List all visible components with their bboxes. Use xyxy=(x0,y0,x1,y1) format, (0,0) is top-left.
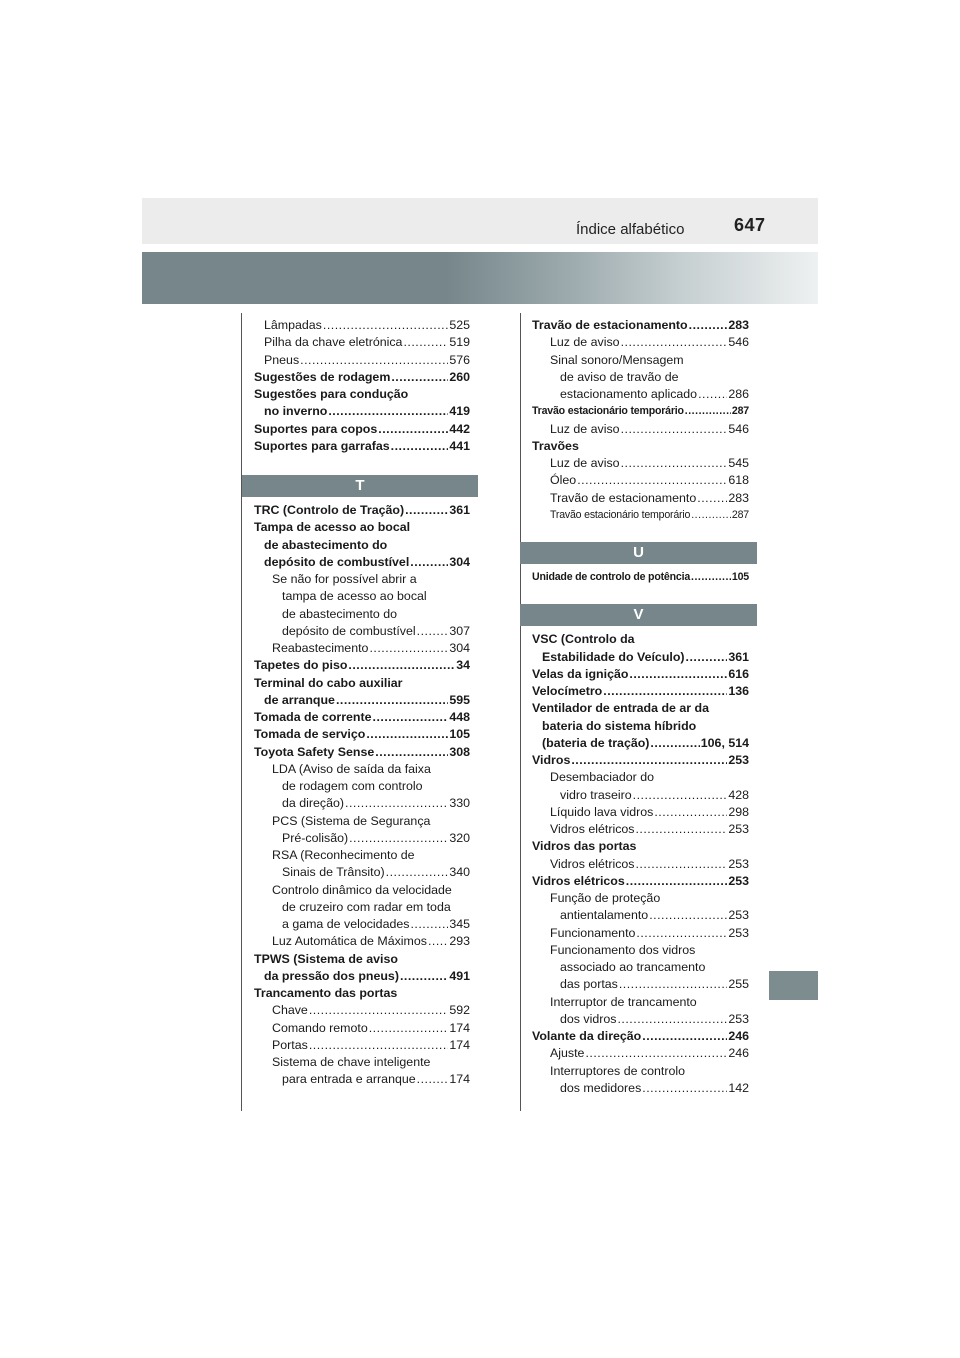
leader-dots xyxy=(378,421,448,438)
index-entry-text: Travão estacionário temporário xyxy=(532,405,684,418)
leader-dots xyxy=(405,502,448,519)
index-entry-text: Ventilador de entrada de ar da xyxy=(532,701,709,716)
index-entry-page: 576 xyxy=(449,352,470,367)
leader-dots xyxy=(617,1011,727,1028)
leader-dots xyxy=(633,787,728,804)
index-entry xyxy=(532,649,749,666)
leader-dots xyxy=(577,472,727,489)
index-entry-text: da pressão dos pneus) xyxy=(264,968,399,983)
index-entry xyxy=(532,490,749,507)
leader-dots xyxy=(697,490,727,507)
index-entry-text: depósito de combustível xyxy=(264,554,410,569)
index-entry xyxy=(532,631,749,648)
section-title: Índice alfabético xyxy=(576,221,685,238)
index-entry xyxy=(254,899,470,916)
index-entry-page: 592 xyxy=(449,1003,470,1018)
entries-u xyxy=(532,569,749,586)
index-entry-text: Vidros xyxy=(532,753,571,767)
index-entry-page: 298 xyxy=(728,804,749,819)
index-entry xyxy=(254,640,470,657)
leader-dots xyxy=(649,907,727,924)
index-entry-text: de aviso de travão de xyxy=(560,369,679,384)
index-entry xyxy=(532,1080,749,1097)
index-entry-text: Suportes para garrafas xyxy=(254,438,390,453)
leader-dots xyxy=(309,1002,448,1019)
index-entry xyxy=(532,438,749,455)
index-entry-page: 419 xyxy=(449,404,470,419)
index-entry-text: Luz de aviso xyxy=(550,456,620,470)
index-entry xyxy=(254,830,470,847)
letter-header-t: T xyxy=(242,475,478,497)
index-entry xyxy=(532,455,749,472)
index-entry-page: 340 xyxy=(449,865,470,880)
index-entry-text: Sinal sonoro/Mensagem xyxy=(550,352,684,367)
index-entry-page: 304 xyxy=(449,554,470,569)
index-entry xyxy=(254,813,470,830)
index-entry xyxy=(254,916,470,933)
leader-dots xyxy=(428,933,448,950)
index-entry xyxy=(254,795,470,812)
index-entry-text: tampa de acesso ao bocal xyxy=(282,589,427,604)
index-entry-text: Travão de estacionamento xyxy=(532,318,688,332)
index-entry xyxy=(254,1002,470,1019)
index-entry-page: 546 xyxy=(728,421,749,436)
index-entry-text: bateria do sistema híbrido xyxy=(542,718,697,733)
index-entry-page: 491 xyxy=(449,968,470,983)
index-entry xyxy=(532,735,749,752)
index-entry-text: Suportes para copos xyxy=(254,421,378,436)
index-entry xyxy=(532,569,749,586)
index-entry-page: 293 xyxy=(449,934,470,949)
index-entry xyxy=(254,403,470,420)
index-entry-page: 307 xyxy=(449,623,470,638)
index-entry-page: 616 xyxy=(728,666,749,681)
index-entry-text: Lâmpadas xyxy=(264,318,322,332)
index-entry-text: vidro traseiro xyxy=(560,787,632,802)
index-entry-page: 525 xyxy=(449,318,470,332)
index-entry-text: Controlo dinâmico da velocidade xyxy=(272,882,452,897)
index-entry-text: de abastecimento do xyxy=(282,606,398,621)
leader-dots xyxy=(410,554,448,571)
index-entry xyxy=(254,438,470,455)
index-entry-text: Estabilidade do Veículo) xyxy=(542,649,685,664)
leader-dots xyxy=(400,968,448,985)
index-entry-page: 246 xyxy=(728,1029,749,1043)
index-entry-page: 428 xyxy=(728,787,749,802)
index-entry xyxy=(532,769,749,786)
index-entry xyxy=(532,507,749,524)
index-entry xyxy=(254,554,470,571)
index-entry xyxy=(532,718,749,735)
index-entry-text: Sistema de chave inteligente xyxy=(272,1055,431,1069)
leader-dots xyxy=(635,856,727,873)
index-entry-text: antientalamento xyxy=(560,908,649,923)
index-entry-page: 448 xyxy=(449,710,470,724)
index-entry-text: Unidade de controlo de potência xyxy=(532,571,691,583)
index-entry xyxy=(532,856,749,873)
index-entry-page: 320 xyxy=(449,830,470,845)
index-entry-page: 618 xyxy=(728,473,749,488)
index-entry-page: 106, 514 xyxy=(700,735,749,750)
index-entry-page: 361 xyxy=(449,503,470,517)
index-entry-page: 519 xyxy=(449,335,470,350)
index-entry-text: Chave xyxy=(272,1003,308,1018)
index-entry-page: 546 xyxy=(728,335,749,350)
leader-dots xyxy=(391,438,449,455)
leader-dots xyxy=(323,317,448,334)
index-entry xyxy=(532,1045,749,1062)
index-entry xyxy=(532,959,749,976)
leader-dots xyxy=(650,735,699,752)
index-entry xyxy=(254,352,470,369)
index-entry-page: 253 xyxy=(728,856,749,871)
index-entry-page: 174 xyxy=(449,1037,470,1052)
entries-s xyxy=(254,317,470,455)
index-entry-text: Função de proteção xyxy=(550,891,661,905)
index-entry-text: a gama de velocidades xyxy=(282,917,410,931)
leader-dots xyxy=(686,649,728,666)
index-entry-page: 174 xyxy=(449,1072,470,1087)
leader-dots xyxy=(654,804,727,821)
leader-dots xyxy=(629,666,727,683)
index-entry xyxy=(254,882,470,899)
index-entry-text: RSA (Reconhecimento de xyxy=(272,848,415,862)
index-entry-page: 304 xyxy=(449,641,470,655)
index-entry-text: Trancamento das portas xyxy=(254,986,398,1000)
index-entry-page: 595 xyxy=(449,692,470,707)
index-entry-text: Vidros elétricos xyxy=(532,873,625,888)
index-entry xyxy=(532,1028,749,1045)
leader-dots xyxy=(621,421,728,438)
index-entry-page: 330 xyxy=(449,796,470,811)
index-entry-text: Sugestões para condução xyxy=(254,387,409,401)
index-entry-text: PCS (Sistema de Segurança xyxy=(272,813,431,828)
index-entry-text: Ajuste xyxy=(550,1046,585,1061)
index-entry xyxy=(254,519,470,536)
index-entry-text: Tampa de acesso ao bocal xyxy=(254,520,411,535)
index-entry-text: VSC (Controlo da xyxy=(532,632,635,647)
index-entry xyxy=(254,726,470,743)
letter-header-u: U xyxy=(520,542,757,564)
index-entry xyxy=(254,709,470,726)
index-entry-text: Comando remoto xyxy=(272,1020,368,1035)
index-entry xyxy=(532,1011,749,1028)
index-entry-text: Pneus xyxy=(264,352,300,367)
leader-dots xyxy=(366,726,448,743)
spacer xyxy=(532,524,749,542)
index-entry-text: (bateria de tração) xyxy=(542,735,650,750)
index-entry-text: Volante da direção xyxy=(532,1029,642,1043)
leader-dots xyxy=(621,455,728,472)
index-entry-text: de abastecimento do xyxy=(264,537,388,552)
index-entry-text: Interruptor de trancamento xyxy=(550,994,697,1009)
index-entry xyxy=(254,864,470,881)
index-entry-text: associado ao trancamento xyxy=(560,960,706,974)
leader-dots xyxy=(685,403,731,420)
index-entry xyxy=(532,907,749,924)
leader-dots xyxy=(691,507,731,524)
index-entry-text: Tapetes do piso xyxy=(254,658,348,673)
index-entry xyxy=(532,787,749,804)
index-entry-text: Pilha da chave eletrónica xyxy=(264,335,403,350)
leader-dots xyxy=(642,1028,727,1045)
leader-dots xyxy=(410,916,448,933)
index-entry-text: para entrada e arranque xyxy=(282,1072,416,1087)
index-entry xyxy=(532,804,749,821)
index-entry xyxy=(532,386,749,403)
header-bar xyxy=(142,198,818,244)
index-entry xyxy=(254,847,470,864)
index-entry-text: Óleo xyxy=(550,473,577,488)
index-entry xyxy=(532,352,749,369)
index-entry xyxy=(254,1071,470,1088)
index-entry-text: Funcionamento dos vidros xyxy=(550,942,696,957)
leader-dots xyxy=(698,386,727,403)
index-entry-page: 136 xyxy=(728,684,749,698)
index-entry-text: da direção) xyxy=(282,796,344,811)
right-column xyxy=(532,317,749,1097)
index-entry xyxy=(254,369,470,386)
index-entry-page: 253 xyxy=(728,1011,749,1026)
spacer xyxy=(532,586,749,604)
leader-dots xyxy=(391,369,448,386)
index-entry xyxy=(254,334,470,351)
index-entry xyxy=(532,683,749,700)
index-entry xyxy=(532,821,749,838)
index-entry-text: Tomada de corrente xyxy=(254,710,372,724)
index-entry xyxy=(254,933,470,950)
index-entry xyxy=(254,761,470,778)
index-entry xyxy=(254,968,470,985)
index-entry-text: TRC (Controlo de Tração) xyxy=(254,503,405,517)
leader-dots xyxy=(585,1045,727,1062)
leader-dots xyxy=(348,657,455,674)
spacer xyxy=(254,455,470,475)
index-entry-page: 287 xyxy=(731,508,749,521)
leader-dots xyxy=(375,744,448,761)
index-entry-text: Terminal do cabo auxiliar xyxy=(254,675,403,690)
leader-dots xyxy=(328,403,448,420)
leader-dots xyxy=(373,709,449,726)
index-entry-page: 34 xyxy=(456,658,470,673)
leader-dots xyxy=(603,683,727,700)
entries-t xyxy=(254,502,470,1089)
index-entry xyxy=(254,744,470,761)
leader-dots xyxy=(300,352,448,369)
letter-header-v: V xyxy=(520,604,757,626)
index-entry-text: Desembaciador do xyxy=(550,770,655,785)
index-entry-text: Se não for possível abrir a xyxy=(272,572,417,586)
index-entry xyxy=(254,985,470,1002)
leader-dots xyxy=(386,864,449,881)
left-column xyxy=(254,317,470,1089)
index-entry-page: 361 xyxy=(728,649,749,664)
index-entry xyxy=(532,472,749,489)
index-entry-page: 253 xyxy=(728,822,749,836)
index-entry xyxy=(254,537,470,554)
index-entry-page: 345 xyxy=(449,917,470,931)
leader-dots xyxy=(349,830,448,847)
page-number: 647 xyxy=(734,215,766,235)
leader-dots xyxy=(689,317,728,334)
index-entry-text: Toyota Safety Sense xyxy=(254,744,375,759)
index-entry-text: Vidros das portas xyxy=(532,839,637,854)
index-entry-page: 283 xyxy=(728,318,749,332)
index-entry-page: 142 xyxy=(728,1080,749,1095)
leader-dots xyxy=(417,1071,449,1088)
index-entry xyxy=(254,657,470,674)
header-gradient-band xyxy=(142,252,818,304)
index-entry-text: Sugestões de rodagem xyxy=(254,369,391,384)
index-entry xyxy=(532,666,749,683)
index-entry xyxy=(532,403,749,420)
index-entry xyxy=(532,317,749,334)
index-entry-text: Líquido lava vidros xyxy=(550,804,654,819)
leader-dots xyxy=(309,1037,449,1054)
entries-t-continued xyxy=(532,317,749,524)
index-entry-page: 287 xyxy=(731,405,749,418)
index-entry xyxy=(254,1037,470,1054)
index-entry-text: de arranque xyxy=(264,692,335,707)
chapter-side-tab xyxy=(769,971,818,1000)
index-entry-page: 283 xyxy=(728,490,749,505)
leader-dots xyxy=(691,569,731,586)
index-entry-page: 545 xyxy=(728,456,749,470)
index-entry-page: 255 xyxy=(728,977,749,992)
index-entry-page: 253 xyxy=(728,753,749,767)
leader-dots xyxy=(345,795,448,812)
index-entry xyxy=(254,951,470,968)
index-entry xyxy=(254,421,470,438)
leader-dots xyxy=(642,1080,727,1097)
index-entry-text: dos medidores xyxy=(560,1080,642,1095)
leader-dots xyxy=(621,334,728,351)
leader-dots xyxy=(619,976,727,993)
index-entry-text: Vidros elétricos xyxy=(550,856,635,871)
index-entry-text: Funcionamento xyxy=(550,925,636,940)
index-entry xyxy=(254,675,470,692)
index-entry xyxy=(532,369,749,386)
index-entry xyxy=(254,1020,470,1037)
index-entry-text: Luz de aviso xyxy=(550,335,620,350)
index-entry-text: TPWS (Sistema de aviso xyxy=(254,951,398,966)
index-entry-text: Luz de aviso xyxy=(550,421,620,436)
index-entry xyxy=(532,925,749,942)
index-entry-page: 286 xyxy=(728,387,749,401)
index-entry xyxy=(254,317,470,334)
index-entry xyxy=(254,778,470,795)
index-entry xyxy=(532,752,749,769)
index-entry-text: dos vidros xyxy=(560,1011,617,1026)
index-entry xyxy=(532,334,749,351)
index-entry xyxy=(532,873,749,890)
index-entry-text: Interruptores de controlo xyxy=(550,1063,685,1078)
index-entry-page: 246 xyxy=(728,1046,749,1061)
index-entry-text: de cruzeiro com radar em toda xyxy=(282,899,451,914)
leader-dots xyxy=(626,873,728,890)
index-entry xyxy=(254,623,470,640)
index-entry xyxy=(532,1063,749,1080)
index-entry xyxy=(532,994,749,1011)
leader-dots xyxy=(571,752,727,769)
leader-dots xyxy=(636,925,727,942)
index-entry xyxy=(532,838,749,855)
index-entry-text: Travões xyxy=(532,438,579,453)
index-entry-text: Portas xyxy=(272,1037,308,1052)
right-column-rule xyxy=(520,313,521,1111)
leader-dots xyxy=(336,692,448,709)
index-entry xyxy=(254,571,470,588)
index-entry-text: Vidros elétricos xyxy=(550,822,635,836)
index-entry-text: LDA (Aviso de saída da faixa xyxy=(272,761,431,776)
index-entry-text: Velocímetro xyxy=(532,684,603,698)
index-entry-text: Travão estacionário temporário xyxy=(550,508,691,521)
index-entry-text: Sinais de Trânsito) xyxy=(282,865,385,880)
index-entry-text: Reabastecimento xyxy=(272,641,369,655)
index-entry-text: estacionamento aplicado xyxy=(560,387,698,401)
leader-dots xyxy=(417,623,449,640)
index-entry xyxy=(254,502,470,519)
leader-dots xyxy=(635,821,727,838)
index-entry-text: no inverno xyxy=(264,404,328,419)
index-entry-text: das portas xyxy=(560,977,618,992)
index-entry-page: 260 xyxy=(449,369,470,384)
leader-dots xyxy=(369,1020,449,1037)
index-entry-page: 174 xyxy=(449,1020,470,1035)
index-entry-text: depósito de combustível xyxy=(282,623,416,638)
index-entry-page: 253 xyxy=(728,925,749,940)
index-entry-page: 105 xyxy=(731,571,749,583)
leader-dots xyxy=(403,334,448,351)
index-entry-text: Tomada de serviço xyxy=(254,727,366,742)
index-entry xyxy=(254,606,470,623)
index-entry-text: Pré-colisão) xyxy=(282,830,349,845)
leader-dots xyxy=(369,640,448,657)
index-entry-page: 441 xyxy=(449,438,470,453)
index-entry-text: de rodagem com controlo xyxy=(282,779,423,793)
index-entry-page: 253 xyxy=(728,908,749,923)
index-entry xyxy=(254,692,470,709)
index-entry xyxy=(254,1054,470,1071)
index-entry-text: Luz Automática de Máximos xyxy=(272,934,427,949)
index-entry-page: 105 xyxy=(449,727,470,742)
left-column-rule xyxy=(241,313,242,1111)
index-entry-page: 308 xyxy=(449,744,470,759)
index-entry xyxy=(532,700,749,717)
index-entry-text: Travão de estacionamento xyxy=(550,490,697,505)
index-entry xyxy=(532,890,749,907)
index-entry xyxy=(254,588,470,605)
index-entry xyxy=(532,942,749,959)
index-entry-text: Velas da ignição xyxy=(532,666,629,681)
index-entry-page: 253 xyxy=(728,873,749,888)
index-entry xyxy=(254,386,470,403)
index-entry-page: 442 xyxy=(449,421,470,436)
index-entry xyxy=(532,421,749,438)
entries-v xyxy=(532,631,749,1097)
index-entry xyxy=(532,976,749,993)
